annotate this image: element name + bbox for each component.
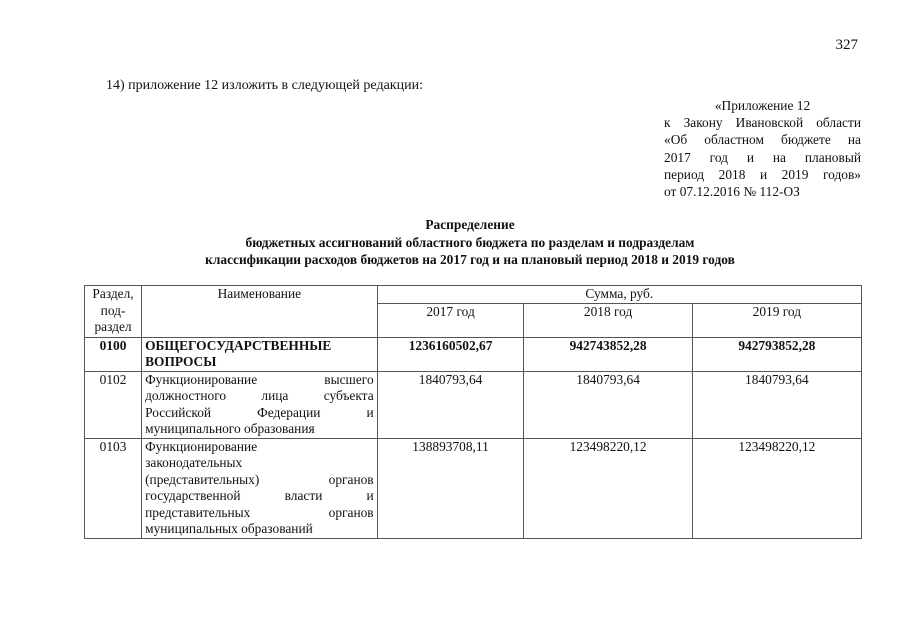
header-sum: Сумма, руб. — [377, 286, 861, 304]
title-line: бюджетных ассигнований областного бюджета по разделам и подразделам — [245, 234, 695, 250]
appendix-line: от 07.12.2016 № 112-ОЗ — [664, 184, 800, 200]
row-value-2018: 942743852,28 — [524, 337, 692, 371]
amendment-instruction: 14) приложение 12 изложить в следующей редакции: — [106, 78, 423, 93]
title-line: Распределение — [425, 217, 515, 232]
row-value-2018: 1840793,64 — [524, 371, 692, 438]
header-year-2018: 2018 год — [524, 303, 692, 337]
title-line: классификации расходов бюджетов на 2017 год и на плановый период 2018 и 2019 годов — [205, 252, 735, 267]
table-row — [85, 371, 862, 438]
row-value-2019: 1840793,64 — [692, 371, 861, 438]
row-value-2017: 1840793,64 — [377, 371, 524, 438]
budget-allocation-table — [84, 285, 862, 539]
header-year-2019: 2019 год — [692, 303, 861, 337]
appendix-line: к Закону Ивановской области — [664, 115, 861, 131]
row-code: 0103 — [85, 438, 142, 538]
row-value-2017: 1236160502,67 — [377, 337, 524, 371]
header-name: Наименование — [142, 286, 378, 338]
row-value-2017: 138893708,11 — [377, 438, 524, 538]
appendix-header — [664, 97, 861, 200]
row-name: Функционирование законодательных (представительных) органов государственной власти и представительных органов муниципальных образований — [142, 438, 378, 538]
row-code: 0102 — [85, 371, 142, 438]
row-name: ОБЩЕГОСУДАРСТВЕННЫЕ ВОПРОСЫ — [142, 337, 378, 371]
header-code: Раздел, под- раздел — [85, 286, 142, 338]
table-row — [85, 438, 862, 538]
appendix-line: «Приложение 12 — [714, 98, 811, 113]
row-value-2018: 123498220,12 — [524, 438, 692, 538]
page-number: 327 — [835, 37, 858, 53]
table-row — [85, 337, 862, 371]
row-value-2019: 123498220,12 — [692, 438, 861, 538]
appendix-line: период 2018 и 2019 годов» — [664, 166, 861, 182]
document-title — [60, 216, 880, 269]
table-header-row — [85, 286, 862, 304]
row-value-2019: 942793852,28 — [692, 337, 861, 371]
appendix-line: «Об областном бюджете на — [664, 132, 861, 148]
header-year-2017: 2017 год — [377, 303, 524, 337]
appendix-line: 2017 год и на плановый — [664, 149, 861, 165]
row-code: 0100 — [85, 337, 142, 371]
row-name: Функционирование высшего должностного лица субъекта Российской Федерации и муниципального образования — [142, 371, 378, 438]
